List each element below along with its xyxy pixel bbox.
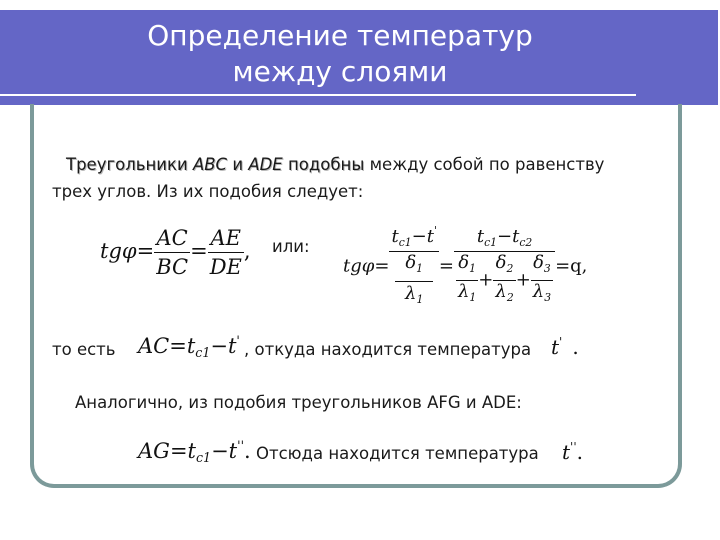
p1-abc: ABC [192, 155, 228, 174]
f2-frac-temp [389, 224, 438, 309]
f4t-dot: . [576, 440, 584, 464]
paragraph-1-line-2: трех углов. Из их подобия следует: [52, 182, 364, 201]
f2-prime: ' [433, 224, 437, 237]
f2-lhs: tgφ= [343, 255, 390, 277]
p1-ade: ADE [248, 155, 283, 174]
f2-term2-delta-sub: 2 [506, 262, 514, 275]
f4-lhs: AG=t [138, 439, 196, 463]
formula-ag [138, 438, 251, 465]
f4t-t: t [562, 440, 571, 464]
f3-prime: ' [236, 333, 240, 348]
f2-term-1 [456, 254, 478, 307]
title-line-2: между слоями [232, 55, 448, 88]
f2-minus-t: −t [411, 226, 434, 247]
f1-num-1: AC [156, 226, 188, 250]
f1-frac-1 [154, 226, 190, 279]
f1-frac-2 [208, 226, 244, 279]
f1-den-2: DE [209, 255, 242, 279]
f4t-prime: '' [570, 440, 577, 454]
f2-end: =q, [555, 255, 588, 277]
f3-sub: c1 [195, 345, 211, 360]
or-label: или: [272, 237, 310, 256]
formula-tg-ratio [100, 226, 251, 279]
f3t-t: t [551, 335, 560, 359]
p1-and: и [227, 155, 249, 174]
f2-term1-lambda-sub: 1 [469, 291, 477, 304]
label-whence: , откуда находится температура [244, 340, 532, 359]
f3t-prime: ' [559, 335, 563, 349]
f2-term3-delta: δ [533, 252, 544, 273]
f1-num-2: AE [210, 226, 242, 250]
f3-rest: −t [210, 334, 237, 358]
f2-lambda1-sub: 1 [416, 293, 424, 306]
f1-den-1: BC [156, 255, 189, 279]
f2-term-3 [531, 254, 553, 307]
f2-term-2 [493, 254, 515, 307]
f4-dot: . [244, 439, 251, 463]
slide-title [40, 18, 640, 90]
f4-rest: −t [211, 439, 238, 463]
f4-sub: c1 [195, 450, 212, 465]
f1-eq: = [190, 239, 208, 263]
f1-comma: , [243, 239, 251, 263]
formula-heat-flux: tgφ= $t_{c1}-t'$ $\delta_1$ $\lambda_1$ = $t_{c1}-t_{c2}$ $\frac{\delta_1}{\lambda_1}$ + $\frac{\delta_2}{\lambda_2}$ + $\frac{\delta_3}{\lambda_3}$ =q, [343, 224, 587, 309]
f2-frac-total [454, 226, 555, 307]
f2-plus-2: + [515, 269, 531, 291]
p1-text-a: Треугольники [66, 155, 193, 174]
f2-t2: t [476, 226, 485, 247]
f2-t1: t [391, 226, 399, 247]
f2-tc2-sub: c2 [519, 236, 533, 249]
f2-term2-lambda: λ [495, 281, 507, 302]
f2-term3-lambda: λ [532, 281, 545, 302]
f2-plus-1: + [478, 269, 494, 291]
title-line-1: Определение температур [147, 19, 533, 52]
f2-term3-lambda-sub: 3 [544, 291, 552, 304]
paragraph-1-line-1 [66, 154, 604, 176]
f2-term2-delta: δ [495, 252, 507, 273]
f2-term2-lambda-sub: 2 [506, 291, 514, 304]
f2-term1-delta-sub: 1 [469, 262, 476, 275]
p1-rest: между собой по равенству [364, 155, 605, 174]
f1-lhs: tgφ= [100, 239, 155, 263]
f2-term3-delta-sub: 3 [543, 262, 551, 275]
label-hence: Отсюда находится температура [256, 444, 539, 463]
f2-delta1: δ [405, 252, 417, 273]
f3-lhs: AC=t [138, 334, 196, 358]
formula-t-double-prime [562, 440, 583, 464]
f2-term1-delta: δ [458, 252, 470, 273]
label-analogously: Аналогично, из подобия треугольников AFG и ADE: [75, 393, 522, 412]
f4-prime: '' [237, 438, 245, 453]
label-that-is: то есть [52, 340, 116, 359]
p1-similar: подобны [282, 155, 365, 174]
f3t-dot: . [572, 335, 579, 359]
formula-ac [138, 333, 240, 360]
f2-lambda1: λ [405, 283, 417, 304]
title-underline [0, 94, 636, 96]
formula-t-prime [551, 335, 579, 359]
f2-t1-sub: c1 [398, 236, 412, 249]
f2-term1-lambda: λ [458, 281, 470, 302]
f2-minus-tc: −t [496, 226, 520, 247]
f2-delta1-sub: 1 [416, 262, 424, 275]
f2-t2-sub: c1 [484, 236, 497, 249]
